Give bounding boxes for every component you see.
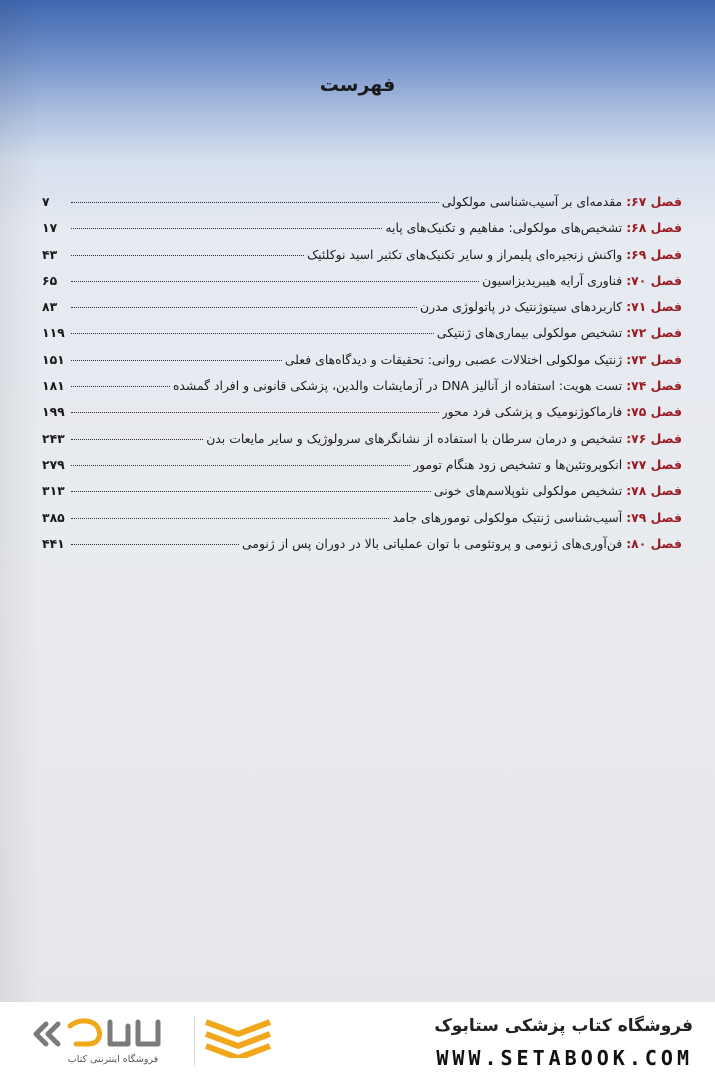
store-name: فروشگاه کتاب پزشکی ستابوک [434, 1016, 693, 1036]
page-number: ۲۴۳ [42, 430, 65, 446]
dot-leader [71, 491, 431, 492]
chapter-title: کاربردهای سیتوژنتیک در پاتولوژی مدرن [420, 299, 623, 315]
toc-entry[interactable] [42, 536, 682, 562]
dot-leader [71, 255, 304, 256]
store-url-link[interactable]: WWW.SETABOOK.COM [436, 1046, 693, 1070]
toc-entry[interactable] [42, 510, 682, 536]
dot-leader [71, 307, 417, 308]
chapter-number: فصل ۷۵: [626, 404, 682, 420]
chapter-title: آسیب‌شناسی ژنتیک مولکولی تومورهای جامد [392, 509, 623, 525]
toc-entry[interactable] [42, 220, 682, 246]
toc-entry[interactable] [42, 247, 682, 273]
chapter-title: تشخیص مولکولی بیماری‌های ژنتیکی [436, 325, 623, 341]
setabook-logo-icon [28, 1014, 288, 1058]
page-number: ۱۷ [42, 220, 58, 236]
page-title: فهرست [319, 74, 396, 96]
chapter-number: فصل ۷۸: [626, 483, 682, 499]
chapter-title: تشخیص‌های مولکولی: مفاهیم و تکنیک‌های پایه [385, 220, 623, 236]
chapter-title: فناوری آرایه هیبریدیزاسیون [482, 272, 623, 288]
chapter-number: فصل ۸۰: [626, 535, 682, 551]
page-number: ۴۳ [42, 246, 58, 262]
toc-entry[interactable] [42, 352, 682, 378]
dot-leader [71, 439, 203, 440]
page-number: ۷ [42, 194, 50, 209]
dot-leader [71, 544, 239, 545]
page-number: ۶۵ [42, 272, 58, 288]
page-shadow [0, 0, 40, 1002]
dot-leader [71, 518, 389, 519]
store-footer [0, 1002, 715, 1080]
chapter-title: ژنتیک مولکولی اختلالات عصبی روانی: تحقیقات و دیدگاه‌های فعلی [284, 351, 623, 367]
chapter-number: فصل ۶۷: [626, 194, 682, 209]
chapter-title: فارماکوژنومیک و پزشکی فرد محور [441, 404, 623, 420]
chapter-number: فصل ۷۶: [626, 430, 682, 446]
toc-entry[interactable] [42, 431, 682, 457]
chapter-number: فصل ۶۹: [626, 246, 682, 262]
page-number: ۱۹۹ [42, 404, 65, 420]
toc-entry[interactable] [42, 378, 682, 404]
logo-tagline: فروشگاه اینترنتی کتاب [67, 1054, 159, 1065]
page-number: ۱۵۱ [42, 351, 65, 367]
toc-entry[interactable] [42, 483, 682, 509]
dot-leader [71, 465, 410, 466]
chapter-number: فصل ۷۲: [626, 325, 682, 341]
page-number: ۳۱۳ [42, 483, 65, 499]
dot-leader [71, 281, 479, 282]
chapter-number: فصل ۷۴: [626, 378, 682, 394]
dot-leader [71, 360, 282, 361]
toc-entry[interactable] [42, 457, 682, 483]
divider [194, 1016, 195, 1066]
dot-leader [71, 333, 434, 334]
chapter-number: فصل ۷۰: [626, 272, 682, 288]
chapter-title: تست هویت: استفاده از آنالیز DNA در آزمایشات والدین، پزشکی قانونی و افراد گمشده [172, 378, 623, 394]
page-number: ۴۴۱ [42, 535, 65, 551]
chapter-title: واکنش زنجیره‌ای پلیمراز و سایر تکنیک‌های تکثیر اسید نوکلئیک [307, 246, 623, 262]
table-of-contents [42, 194, 682, 562]
page-number: ۳۸۵ [42, 509, 65, 525]
page-number: ۲۷۹ [42, 456, 65, 472]
chapter-title: تشخیص مولکولی نئوپلاسم‌های خونی [433, 483, 623, 499]
dot-leader [71, 202, 439, 203]
chapter-title: مقدمه‌ای بر آسیب‌شناسی مولکولی [441, 194, 623, 209]
chapter-title: فن‌آوری‌های ژنومی و پروتئومی با توان عملیاتی بالا در دوران پس از ژنومی [241, 535, 623, 551]
chapter-number: فصل ۷۳: [626, 351, 682, 367]
setabook-logo[interactable] [28, 1014, 288, 1072]
chapter-number: فصل ۷۱: [626, 299, 682, 315]
dot-leader [71, 228, 382, 229]
toc-entry[interactable] [42, 299, 682, 325]
page-number: ۱۱۹ [42, 325, 65, 341]
toc-entry[interactable] [42, 325, 682, 351]
toc-entry[interactable] [42, 194, 682, 220]
dot-leader [71, 412, 439, 413]
page-number: ۸۳ [42, 299, 58, 315]
chapter-number: فصل ۷۷: [626, 456, 682, 472]
toc-entry[interactable] [42, 273, 682, 299]
page-number: ۱۸۱ [42, 378, 65, 394]
chapter-title: تشخیص و درمان سرطان با استفاده از نشانگرهای سرولوژیک و سایر مایعات بدن [206, 430, 623, 446]
chapter-title: انکوپروتئین‌ها و تشخیص زود هنگام تومور [413, 456, 623, 472]
chapter-number: فصل ۷۹: [626, 509, 682, 525]
chapter-number: فصل ۶۸: [626, 220, 682, 236]
dot-leader [71, 386, 170, 387]
toc-entry[interactable] [42, 404, 682, 430]
